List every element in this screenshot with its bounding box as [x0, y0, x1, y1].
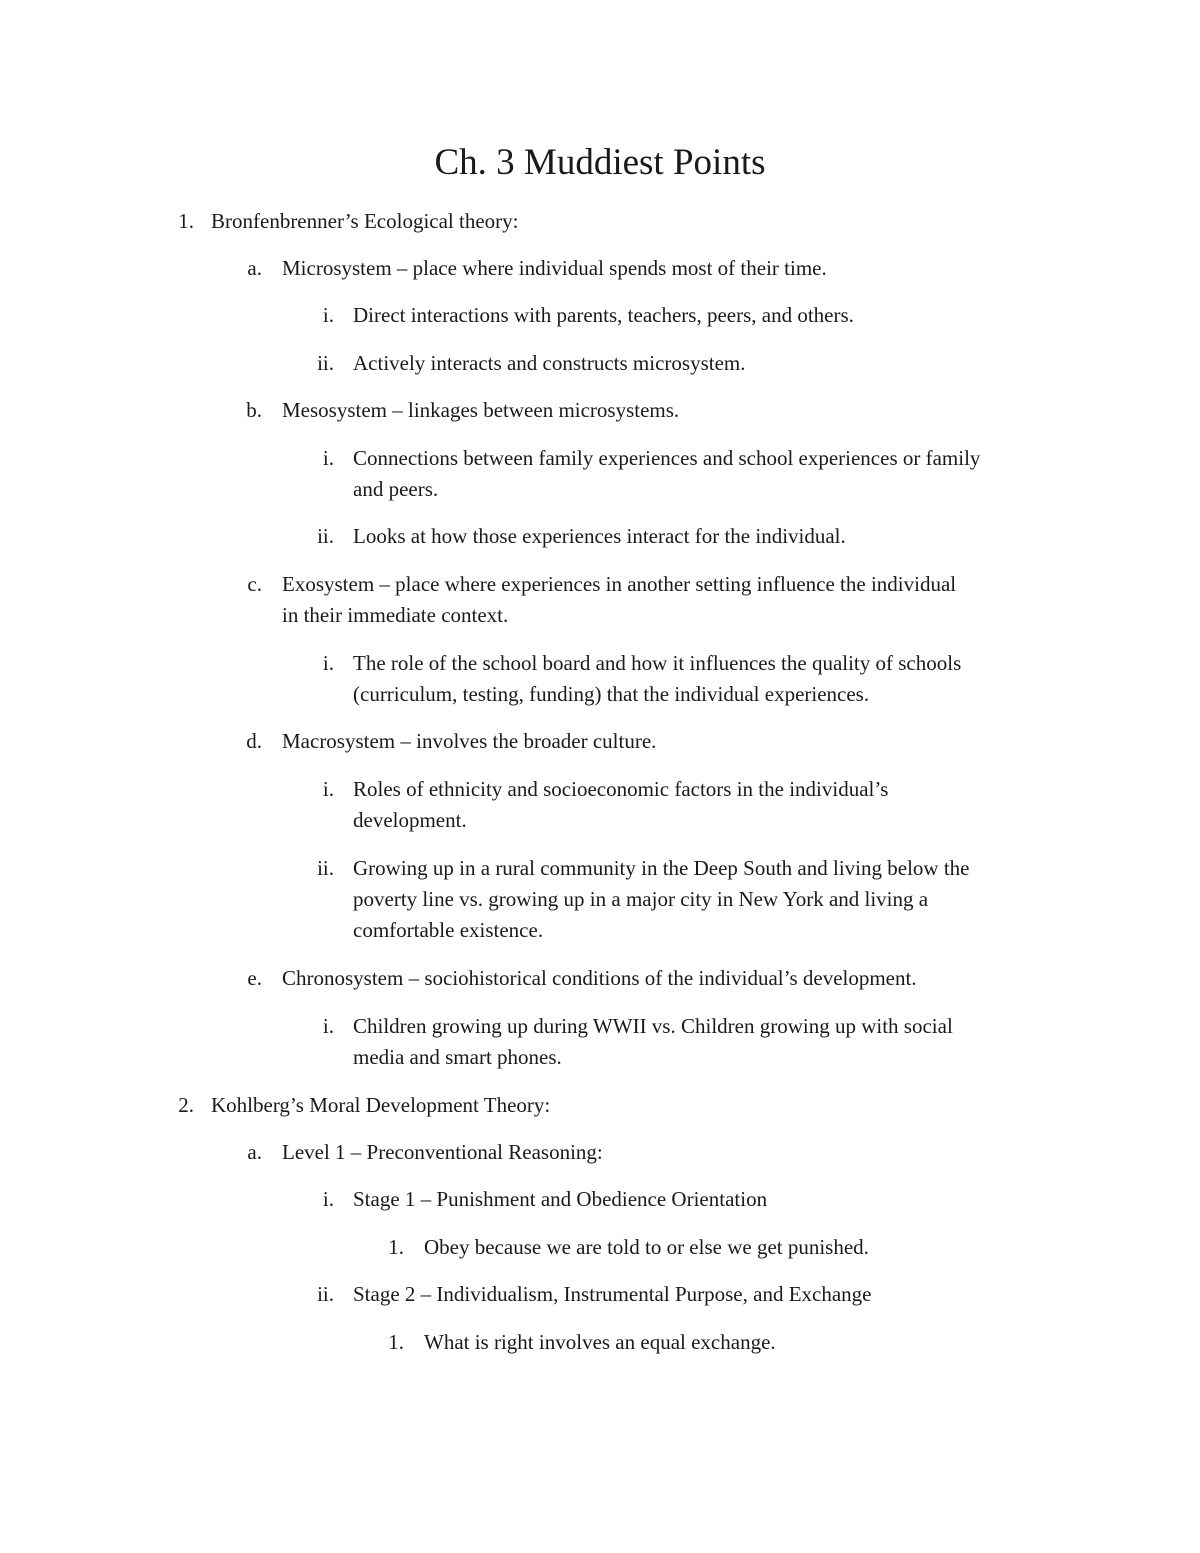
list-marker: 2. [178, 1093, 194, 1117]
list-marker: 1. [388, 1330, 404, 1354]
list-text: Chronosystem – sociohistorical conditions of the individual’s development. [282, 966, 917, 990]
list-text: Direct interactions with parents, teachers, peers, and others. [353, 303, 854, 327]
list-text: Exosystem – place where experiences in another setting influence the individual [282, 572, 957, 596]
list-text: Obey because we are told to or else we get punished. [424, 1235, 869, 1259]
list-text: Actively interacts and constructs microsystem. [353, 351, 746, 375]
list-text: Growing up in a rural community in the Deep South and living below the [353, 856, 970, 880]
list-marker: i. [322, 1187, 334, 1211]
list-marker: d. [246, 729, 262, 753]
list-marker: i. [322, 446, 334, 470]
list-marker: ii. [317, 524, 334, 548]
list-text: Roles of ethnicity and socioeconomic factors in the individual’s [353, 777, 889, 801]
list-text: in their immediate context. [282, 603, 509, 627]
list-text: Kohlberg’s Moral Development Theory: [211, 1093, 551, 1117]
list-text: comfortable existence. [353, 918, 544, 942]
list-text: Level 1 – Preconventional Reasoning: [282, 1140, 603, 1164]
list-text: and peers. [353, 477, 439, 501]
list-marker: a. [247, 1140, 262, 1164]
list-text: (curriculum, testing, funding) that the individual experiences. [353, 682, 870, 706]
list-marker: c. [247, 572, 262, 596]
list-marker: i. [322, 651, 334, 675]
list-text: Bronfenbrenner’s Ecological theory: [211, 209, 519, 233]
list-marker: a. [247, 256, 262, 280]
list-text: The role of the school board and how it influences the quality of schools [353, 651, 962, 675]
list-text: poverty line vs. growing up in a major city in New York and living a [353, 887, 929, 911]
list-text: Microsystem – place where individual spends most of their time. [282, 256, 827, 280]
list-text: Mesosystem – linkages between microsystems. [282, 398, 680, 422]
list-marker: i. [322, 303, 334, 327]
list-text: Stage 1 – Punishment and Obedience Orientation [353, 1187, 768, 1211]
list-marker: ii. [317, 856, 334, 880]
document-title: Ch. 3 Muddiest Points [434, 142, 766, 183]
list-text: What is right involves an equal exchange. [424, 1330, 776, 1354]
list-marker: 1. [178, 209, 194, 233]
list-text: Stage 2 – Individualism, Instrumental Purpose, and Exchange [353, 1282, 872, 1306]
list-marker: i. [322, 1014, 334, 1038]
list-marker: b. [246, 398, 262, 422]
list-marker: ii. [317, 351, 334, 375]
list-marker: ii. [317, 1282, 334, 1306]
list-marker: e. [247, 966, 262, 990]
list-text: Macrosystem – involves the broader culture. [282, 729, 657, 753]
list-text: development. [353, 808, 467, 832]
list-text: media and smart phones. [353, 1045, 562, 1069]
list-marker: 1. [388, 1235, 404, 1259]
list-marker: i. [322, 777, 334, 801]
list-text: Children growing up during WWII vs. Children growing up with social [353, 1014, 953, 1038]
list-text: Connections between family experiences and school experiences or family [353, 446, 981, 470]
list-text: Looks at how those experiences interact for the individual. [353, 524, 846, 548]
